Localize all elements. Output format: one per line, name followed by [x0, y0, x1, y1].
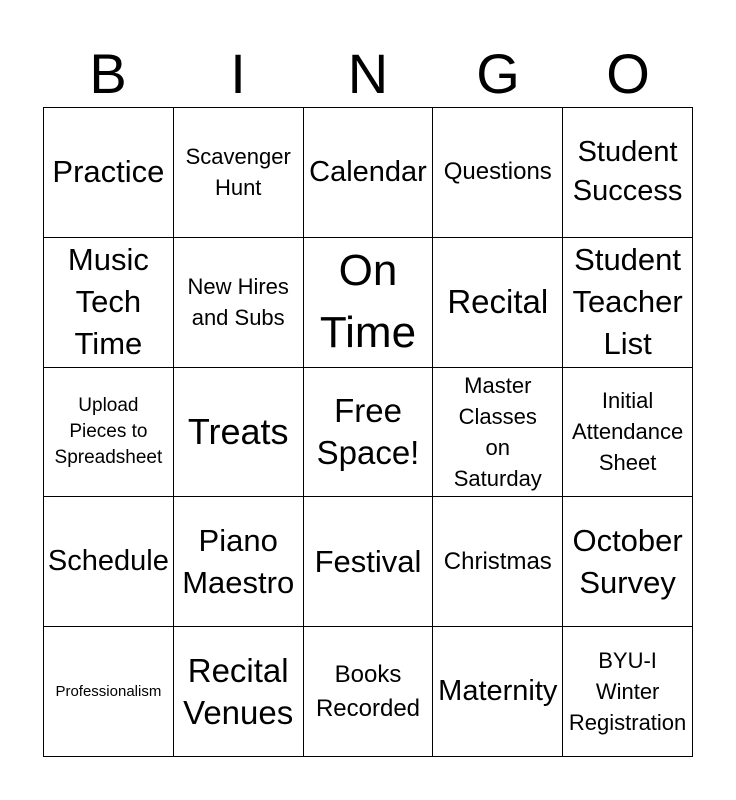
cell-text: Professionalism	[55, 682, 162, 700]
header-letter-b: B	[89, 42, 127, 105]
cell-text: Free Space!	[316, 391, 420, 471]
cell-text: Maternity	[438, 675, 558, 708]
cell-text: Initial Attendance Sheet	[571, 388, 684, 476]
bingo-cell[interactable]	[433, 368, 563, 498]
cell-text: Student Success	[572, 136, 683, 208]
bingo-cell[interactable]	[174, 627, 304, 757]
bingo-cell[interactable]	[433, 497, 563, 627]
cell-text: On Time	[319, 246, 417, 358]
cell-text: BYU-I Winter Registration	[568, 648, 687, 736]
cell-text: Student Teacher List	[572, 242, 683, 362]
header-letter-n: N	[347, 42, 389, 105]
header-letter-g: G	[476, 42, 520, 105]
cell-text: Upload Pieces to Spreadsheet	[54, 394, 163, 468]
cell-text: Treats	[187, 410, 289, 452]
bingo-cell[interactable]	[44, 497, 174, 627]
cell-text: Practice	[52, 154, 165, 190]
bingo-cell[interactable]	[563, 238, 693, 368]
cell-text: Questions	[443, 158, 552, 186]
bingo-cell[interactable]	[304, 627, 434, 757]
bingo-board	[43, 107, 693, 757]
bingo-cell[interactable]	[174, 238, 304, 368]
cell-text: Recital	[447, 283, 549, 321]
cell-text: Piano Maestro	[182, 522, 295, 600]
bingo-cell[interactable]	[563, 108, 693, 238]
bingo-cell[interactable]	[44, 368, 174, 498]
bingo-header	[43, 40, 693, 108]
cell-text: Books Recorded	[315, 660, 421, 722]
bingo-cell[interactable]	[44, 627, 174, 757]
bingo-cell[interactable]	[174, 497, 304, 627]
cell-text: Master Classes on Saturday	[453, 372, 542, 491]
cell-text: Christmas	[443, 547, 552, 575]
bingo-cell[interactable]	[433, 238, 563, 368]
bingo-cell[interactable]	[304, 238, 434, 368]
bingo-cell[interactable]	[304, 108, 434, 238]
cell-text: Calendar	[309, 155, 427, 188]
bingo-cell[interactable]	[563, 497, 693, 627]
bingo-cell[interactable]	[174, 368, 304, 498]
cell-text: October Survey	[572, 522, 683, 600]
bingo-cell[interactable]	[563, 627, 693, 757]
cell-text: Festival	[314, 543, 422, 579]
header-letter-o: O	[606, 42, 650, 105]
cell-text: Schedule	[47, 545, 169, 578]
bingo-cell[interactable]	[563, 368, 693, 498]
bingo-cell[interactable]	[304, 368, 434, 498]
cell-text: Music Tech Time	[67, 242, 149, 362]
bingo-cell[interactable]	[44, 238, 174, 368]
bingo-cell[interactable]	[433, 108, 563, 238]
bingo-cell[interactable]	[44, 108, 174, 238]
bingo-cell[interactable]	[174, 108, 304, 238]
header-letter-i: I	[230, 42, 246, 105]
cell-text: Recital Venues	[183, 651, 294, 731]
bingo-cell[interactable]	[433, 627, 563, 757]
cell-text: New Hires and Subs	[187, 274, 289, 331]
bingo-cell[interactable]	[304, 497, 434, 627]
cell-text: Scavenger Hunt	[185, 144, 291, 201]
